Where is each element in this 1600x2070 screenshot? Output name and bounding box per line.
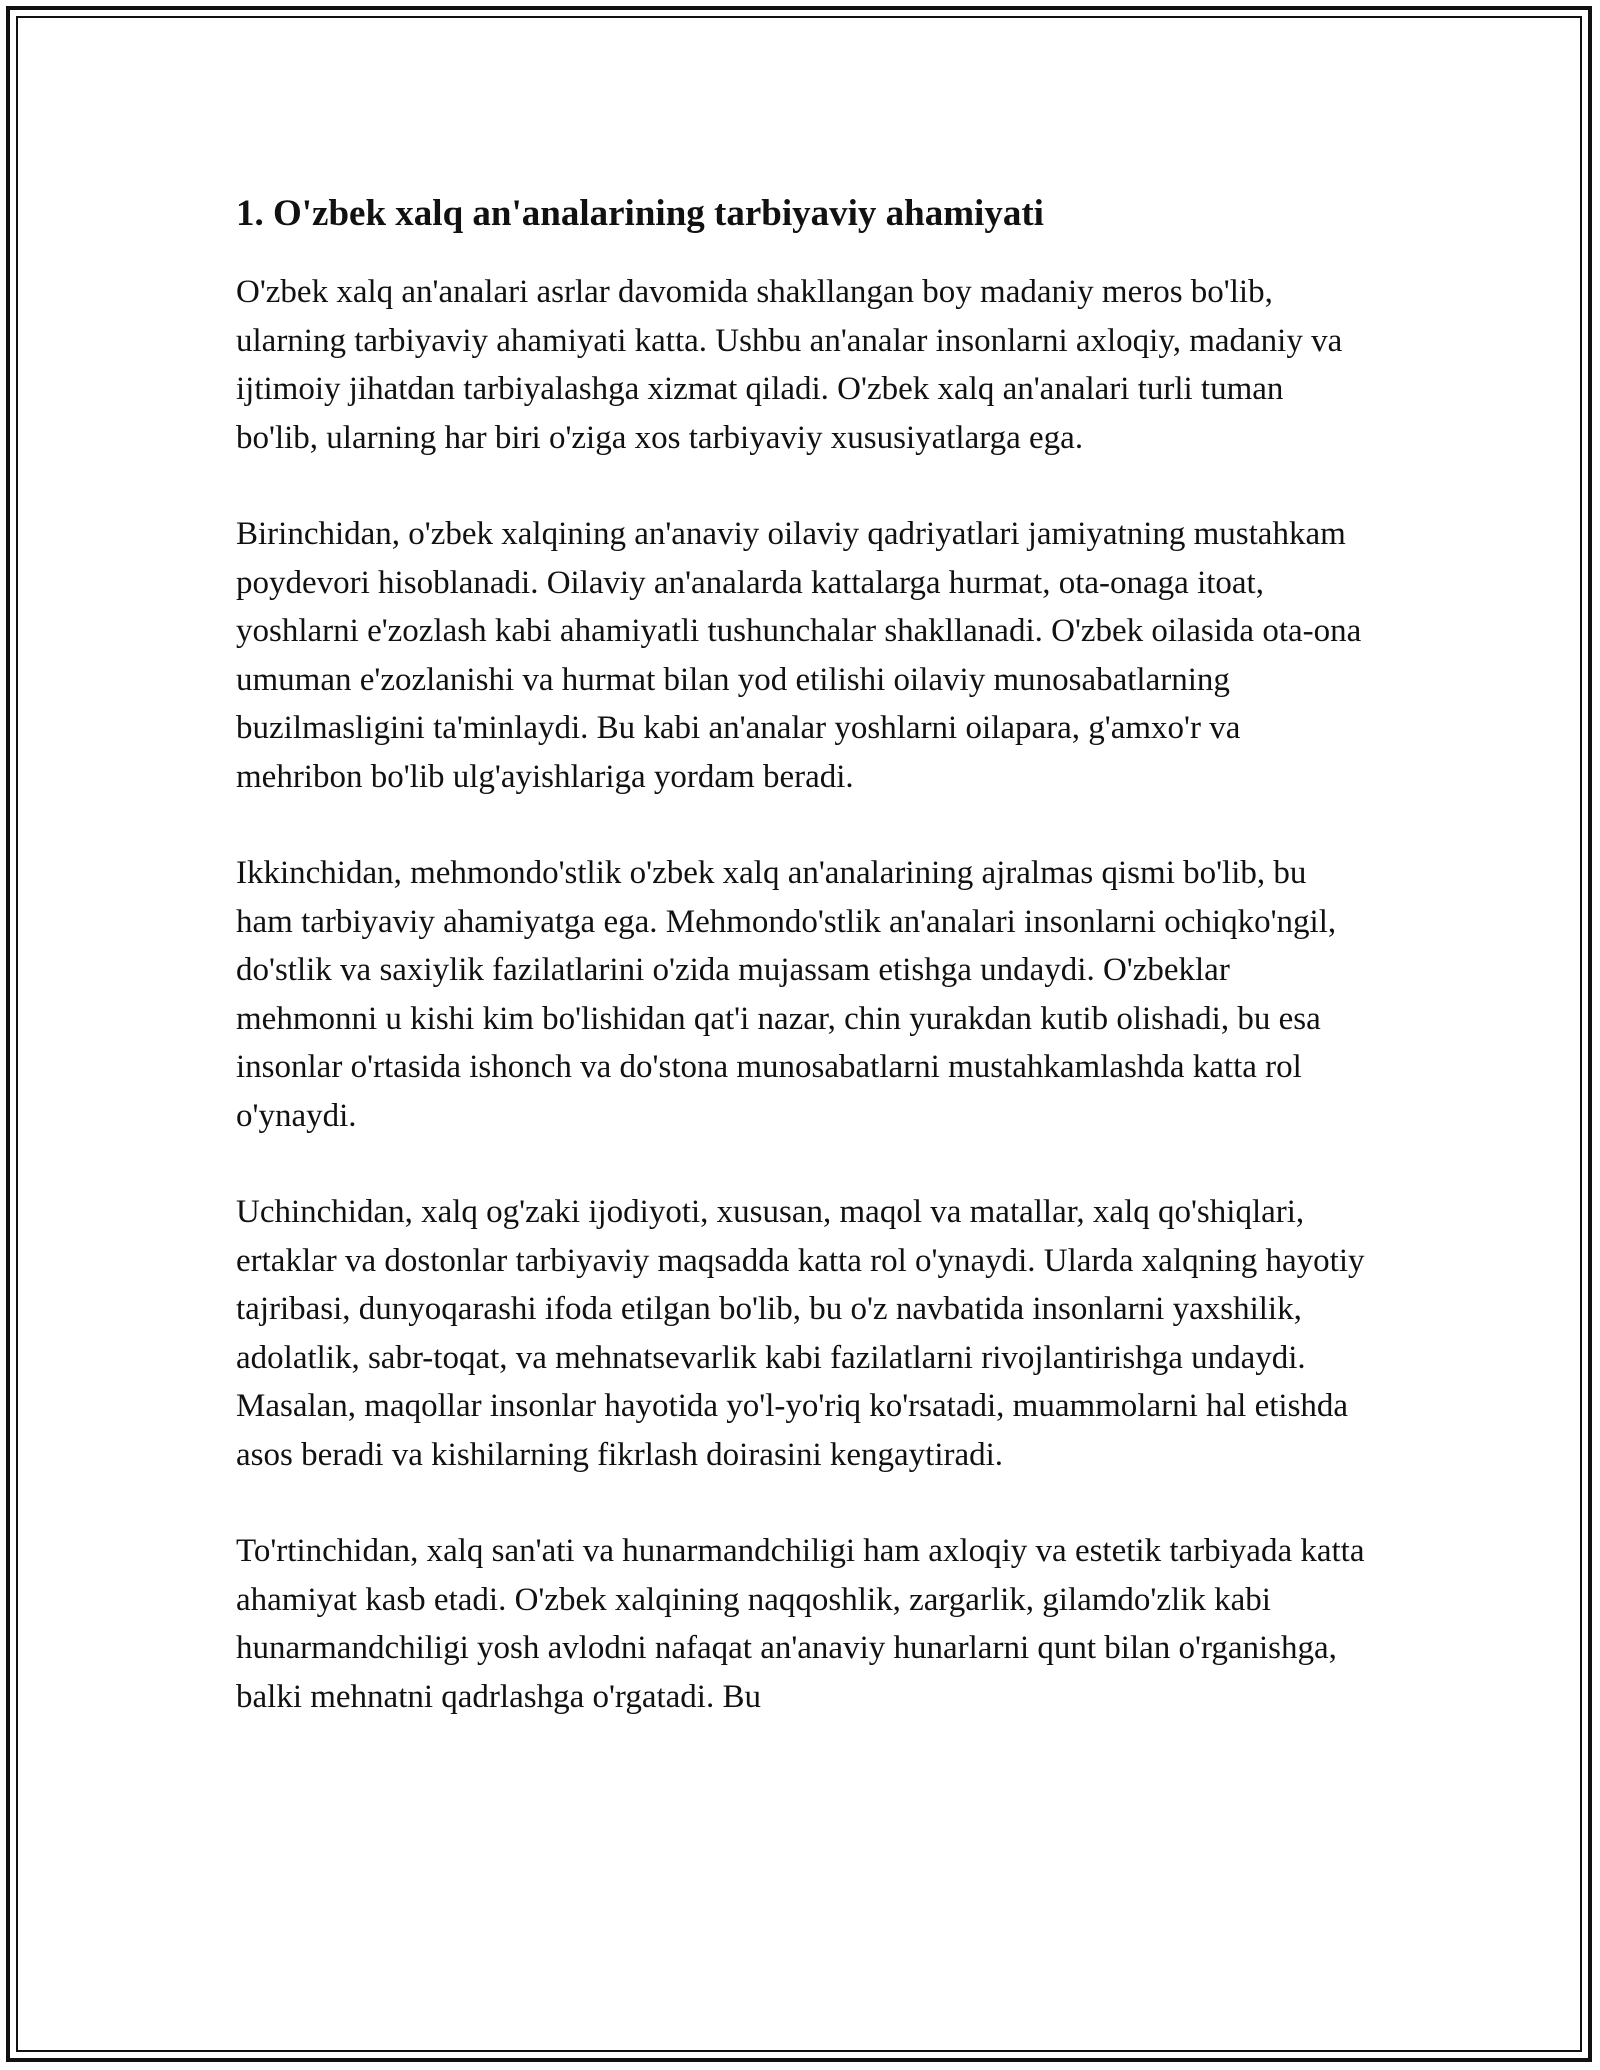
paragraph-intro: O'zbek xalq an'analari asrlar davomida shakllangan boy madaniy meros bo'lib, ularning tarbiyaviy ahamiyati katta. Ushbu an'analar insonlarni axloqiy, madaniy va ijtimoiy jihatdan tarbiyalashga xizmat qiladi. O'zbek xalq an'analari turli tuman bo'lib, ularning har biri o'ziga xos tarbiyaviy xususiyatlarga ega. <box>236 274 1343 456</box>
paragraph-oral-folklore: Uchinchidan, xalq og'zaki ijodiyoti, xususan, maqol va matallar, xalq qo'shiqlari, ertaklar va dostonlar tarbiyaviy maqsadda katta rol o'ynaydi. Ularda xalqning hayotiy tajribasi, dunyoqarashi ifoda etilgan bo'lib, bu o'z navbatida insonlarni yaxshilik, adolatlik, sabr-toqat, va mehnatsevarlik kabi fazilatlarni rivojlantirishga undaydi. Masalan, maqollar insonlar hayotida yo'l-yo'riq ko'rsatadi, muammolarni hal etishda asos beradi va kishilarning fikrlash doirasini kengaytiradi. <box>236 1194 1365 1473</box>
paragraph-family-values: Birinchidan, o'zbek xalqining an'anaviy oilaviy qadriyatlari jamiyatning mustahkam poydevori hisoblanadi. Oilaviy an'analarda kattalarga hurmat, ota-onaga itoat, yoshlarni e'zozlash kabi ahamiyatli tushunchalar shakllanadi. O'zbek oilasida ota-ona umuman e'zozlanishi va hurmat bilan yod etilishi oilaviy munosabatlarning buzilmasligini ta'minlaydi. Bu kabi an'analar yoshlarni oilapara, g'amxo'r va mehribon bo'lib ulg'ayishlariga yordam beradi. <box>236 516 1362 795</box>
document-title: 1. O'zbek xalq an'analarining tarbiyaviy ahamiyati <box>236 193 1044 234</box>
document-body <box>236 186 1366 1769</box>
paragraph-hospitality: Ikkinchidan, mehmondo'stlik o'zbek xalq an'analarining ajralmas qismi bo'lib, bu ham tarbiyaviy ahamiyatga ega. Mehmondo'stlik an'analari insonlarni ochiqko'ngil, do'stlik va saxiylik fazilatlarini o'zida mujassam etishga undaydi. O'zbeklar mehmonni u kishi kim bo'lishidan qat'i nazar, chin yurakdan kutib olishadi, bu esa insonlar o'rtasida ishonch va do'stona munosabatlarni mustahkamlashda katta rol o'ynaydi. <box>236 855 1337 1134</box>
paragraph-folk-art: To'rtinchidan, xalq san'ati va hunarmandchiligi ham axloqiy va estetik tarbiyada katta ahamiyat kasb etadi. O'zbek xalqining naqqoshlik, zargarlik, gilamdo'zlik kabi hunarmandchiligi yosh avlodni nafaqat an'anaviy hunarlarni qunt bilan o'rganishga, balki mehnatni qadrlashga o'rgatadi. Bu <box>236 1533 1365 1715</box>
